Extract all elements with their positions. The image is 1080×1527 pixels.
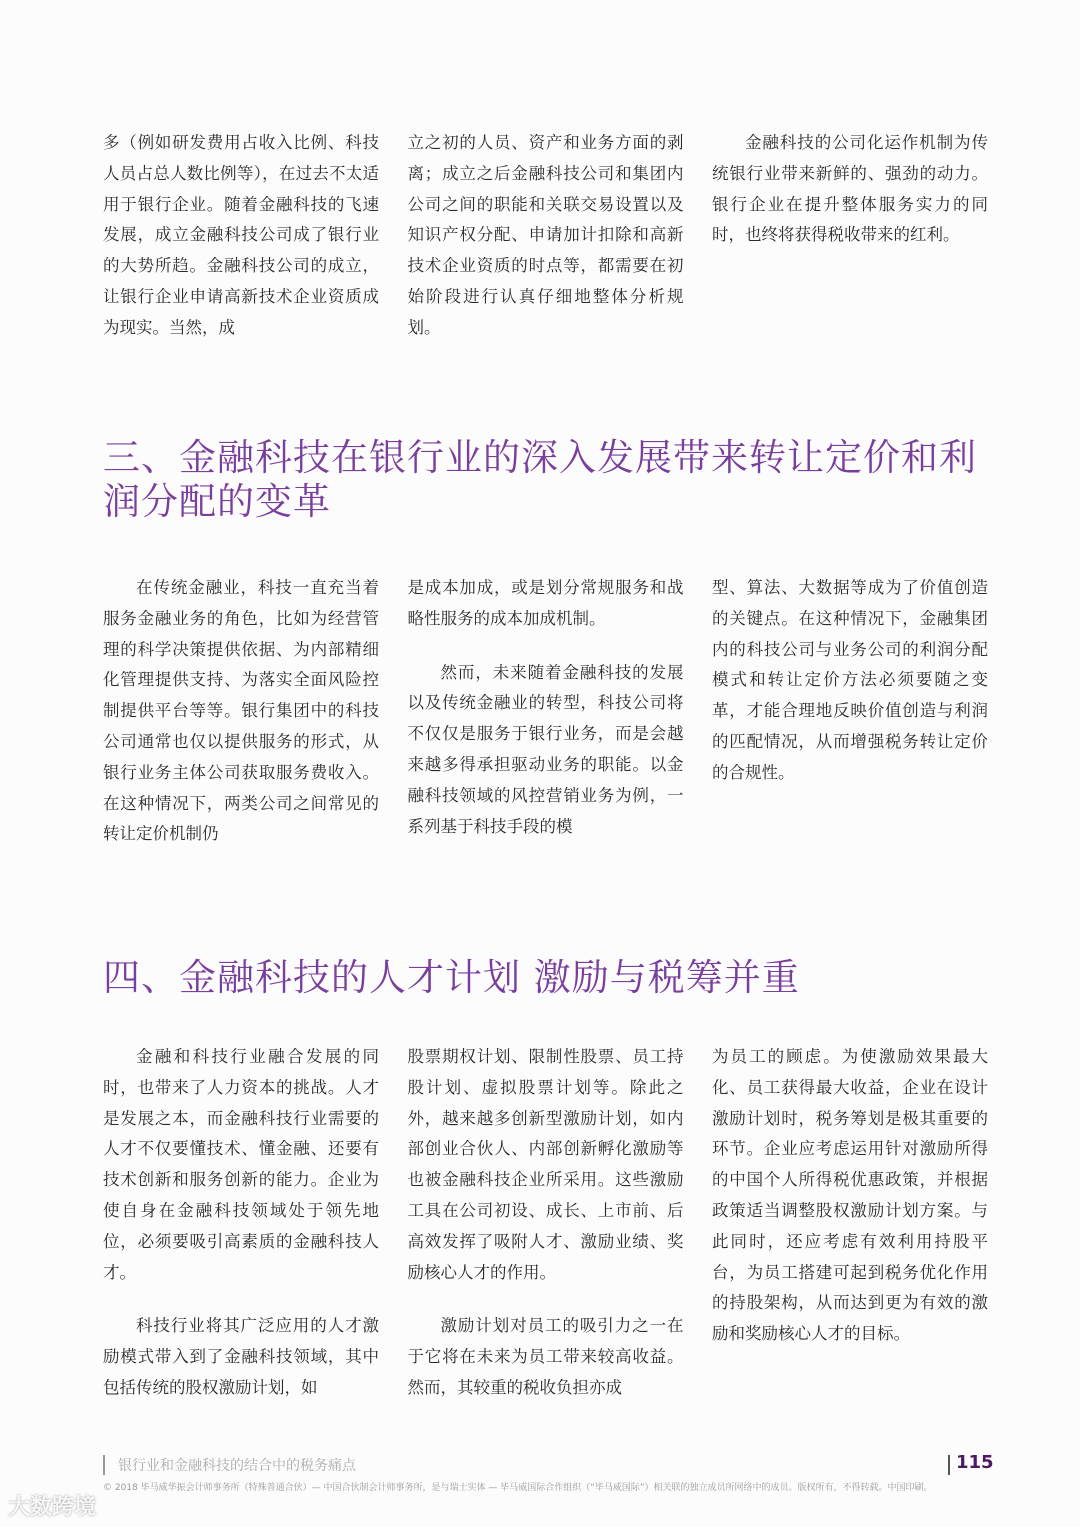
paragraph: 激励计划对员工的吸引力之一在于它将在未来为员工带来较高收益。然而，其较重的税收负担亦成 [407, 1316, 684, 1397]
section2-columns [103, 573, 988, 873]
paragraph: 立之初的人员、资产和业务方面的剥离；成立之后金融科技公司和集团内公司之间的职能和关联交易设置以及知识产权分配、申请加计扣除和高新技术企业资质的时点等，都需要在初始阶段进行认真仔细地整体分析规划。 [407, 133, 684, 337]
running-title: 银行业和金融科技的结合中的税务痛点 [118, 1458, 356, 1474]
paragraph: 是成本加成，或是划分常规服务和战略性服务的成本加成机制。 [407, 578, 684, 628]
column-3 [712, 573, 988, 873]
paragraph: 金融和科技行业融合发展的同时，也带来了人力资本的挑战。人才是发展之本，而金融科技行业需要的人才不仅要懂技术、懂金融、还要有技术创新和服务创新的能力。企业为使自身在金融科技领域处于领先地位，必须要吸引高素质的金融科技人才。 [103, 1047, 379, 1282]
section3-columns [103, 1042, 988, 1427]
paragraph: 为员工的顾虑。为使激励效果最大化、员工获得最大收益，企业在设计激励计划时，税务筹划是极其重要的环节。企业应考虑运用针对激励所得的中国个人所得税优惠政策，并根据政策适当调整股权激励计划方案。与此同时，还应考虑有效利用持股平台，为员工搭建可起到税务优化作用的持股架构，从而达到更为有效的激励和奖励核心人才的目标。 [712, 1047, 988, 1344]
column-2 [408, 573, 684, 873]
column-3 [712, 128, 988, 367]
column-2 [408, 1042, 684, 1427]
section-title-3: 三、金融科技在银行业的深入发展带来转让定价和利润分配的变革 [103, 436, 977, 523]
paragraph: 型、算法、大数据等成为了价值创造的关键点。在这种情况下，金融集团内的科技公司与业务公司的利润分配模式和转让定价方法必须要随之变革，才能合理地反映价值创造与利润的匹配情况，从而增强税务转让定价的合规性。 [712, 578, 988, 782]
paragraph: 科技行业将其广泛应用的人才激励模式带入到了金融科技领域，其中包括传统的股权激励计划，如 [103, 1316, 379, 1397]
footer-divider [103, 1455, 105, 1475]
watermark-logo: 大数跨境 [8, 1495, 97, 1520]
paragraph: 在传统金融业，科技一直充当着服务金融业务的角色，比如为经营管理的科学决策提供依据、为内部精细化管理提供支持、为落实全面风险控制提供平台等等。银行集团中的科技公司通常也仅以提供服务的形式，从银行业务主体公司获取服务费收入。在这种情况下，两类公司之间常见的转让定价机制仍 [103, 578, 379, 844]
page-number-divider [948, 1455, 950, 1475]
column-3 [712, 1042, 988, 1427]
paragraph: 然而，未来随着金融科技的发展以及传统金融业的转型，科技公司将不仅仅是服务于银行业务，而是会越来越多得承担驱动业务的职能。以金融科技领域的风控营销业务为例，一系列基于科技手段的模 [407, 662, 684, 836]
paragraph: 多（例如研发费用占收入比例、科技人员占总人数比例等），在过去不太适用于银行企业。随着金融科技的飞速发展，成立金融科技公司成了银行业的大势所趋。金融科技公司的成立，让银行企业申请高新技术企业资质成为现实。当然，成 [103, 133, 379, 337]
paragraph: 股票期权计划、限制性股票、员工持股计划、虚拟股票计划等。除此之外，越来越多创新型激励计划，如内部创业合伙人、内部创新孵化激励等也被金融科技企业所采用。这些激励工具在公司初设、成长、上市前、后高效发挥了吸附人才、激励业绩、奖励核心人才的作用。 [407, 1047, 684, 1282]
column-1 [103, 573, 379, 873]
section-title-4: 四、金融科技的人才计划 激励与税筹并重 [103, 956, 800, 999]
column-1 [103, 128, 379, 367]
page-number: 115 [956, 1452, 994, 1473]
column-2 [408, 128, 684, 367]
column-1 [103, 1042, 379, 1427]
paragraph: 金融科技的公司化运作机制为传统银行业带来新鲜的、强劲的动力。银行企业在提升整体服务实力的同时，也终将获得税收带来的红利。 [712, 133, 988, 245]
copyright-notice: © 2018 毕马威华振会计师事务所（特殊普通合伙）— 中国合伙制会计师事务所，是与瑞士实体 — 毕马威国际合作组织（“毕马威国际”）相关联的独立成员所网络中的成员。版权所有，不得转载。中国印刷。 [103, 1483, 933, 1493]
section1-columns [103, 128, 988, 367]
